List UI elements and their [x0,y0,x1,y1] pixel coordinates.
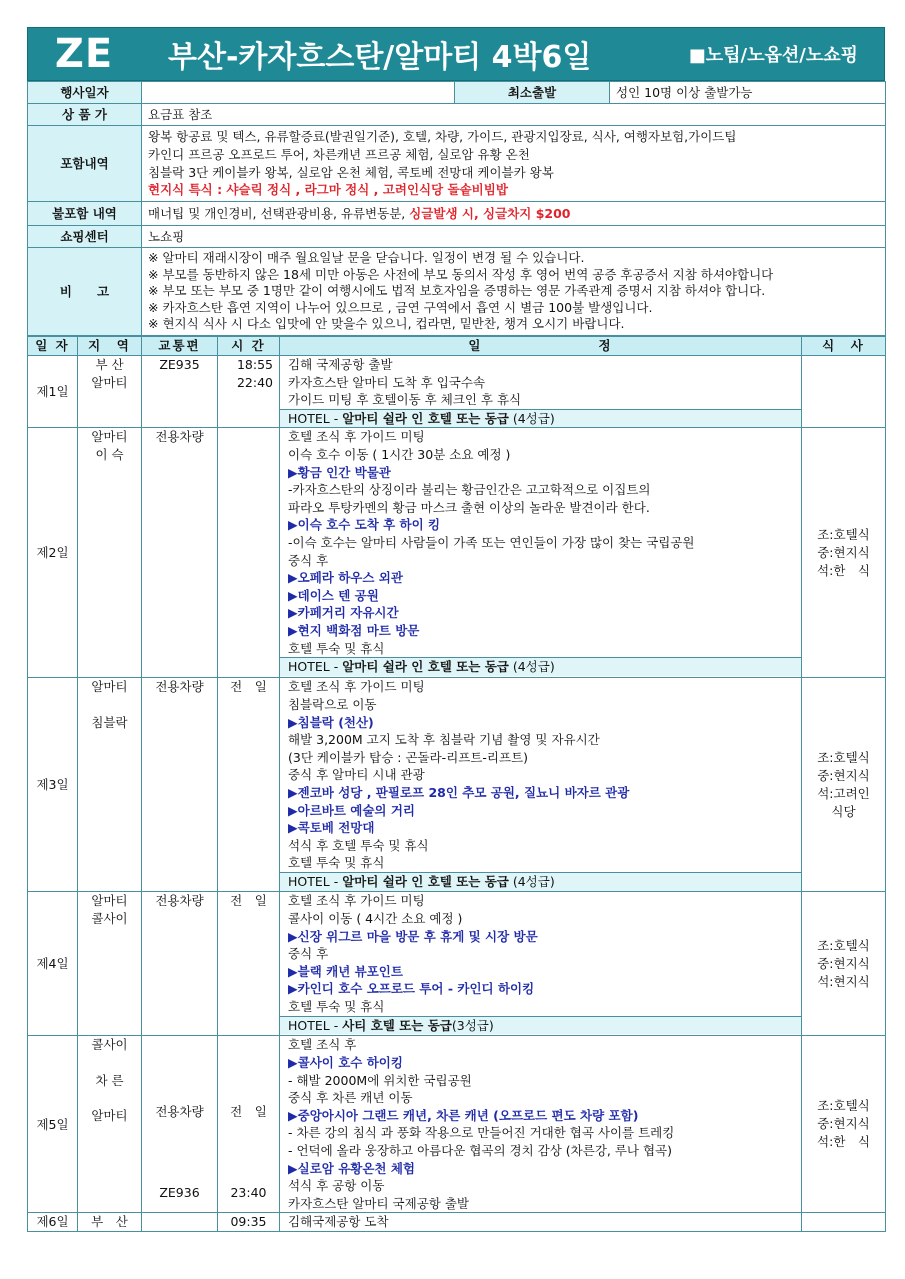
region-line: 부 산 [91,1214,128,1230]
itinerary-page [27,27,885,1232]
schedule-detail [280,356,802,428]
schedule-line: 침블락으로 이동 [288,696,377,712]
region-line: 콜사이 [91,910,128,926]
hotel-name: 알마티 쉴라 인 호텔 또는 동급 [342,410,509,426]
time-line: 전 일 [230,679,267,695]
shopping-value: 노쇼핑 [142,226,886,248]
transport [142,356,218,428]
meal [802,1036,886,1213]
hotel-prefix: HOTEL - [288,1017,343,1033]
date-label: 행사일자 [28,82,142,104]
meal-line: 중:현지식 [817,955,870,971]
schedule-line: 카자흐스탄 알마티 국제공항 출발 [288,1195,469,1211]
attraction: ▶실로암 유황온천 체험 [288,1160,415,1176]
schedule-line: - 해발 2000M에 위치한 국립공원 [288,1072,472,1088]
schedule-detail [280,678,802,892]
meal-line: 조:호텔식 [817,1098,870,1114]
time [218,892,280,1036]
col-time: 시 간 [218,337,280,356]
day-label: 제5일 [28,1036,78,1213]
time [218,1036,280,1213]
hotel-grade: (4성급) [508,659,555,675]
schedule-row [28,356,886,428]
region-line: 알마티 [91,1107,128,1123]
excluded-value [142,202,886,226]
transport-line: 전용차량 [155,893,204,909]
included-line: 침블락 3단 케이블카 왕복, 실로암 온천 체험, 콕토베 전망대 케이블카 왕복 [148,164,554,180]
meal-line: 식당 [831,803,856,819]
transport-line: 전용차량 [155,429,204,445]
attraction: ▶콜사이 호수 하이킹 [288,1054,403,1070]
day-label: 제2일 [28,428,78,678]
price-value: 요금표 참조 [142,104,886,126]
col-transport: 교통편 [142,337,218,356]
airline-logo: ZE [54,31,114,77]
included-list [142,126,886,202]
region-line: 알마티 [91,679,128,695]
meal-line: 중:현지식 [817,767,870,783]
time [218,1213,280,1232]
transport [142,1213,218,1232]
schedule-line: 호텔 투숙 및 휴식 [288,855,385,871]
meal-line: 조:호텔식 [817,526,870,542]
time-line: 전 일 [230,893,267,909]
attraction: ▶침블락 (천산) [288,714,374,730]
schedule-line: 파라오 투탕카멘의 황금 마스크 출현 이상의 놀라운 발견이라 한다. [288,499,650,515]
schedule-table [27,336,886,1232]
schedule-line: -카자흐스탄의 상징이라 불리는 황금인간은 고고학적으로 이집트의 [288,482,651,498]
region-line: 부 산 [95,357,124,372]
day-label: 제4일 [28,892,78,1036]
region [78,892,142,1036]
day-label: 제1일 [28,356,78,428]
transport [142,428,218,678]
region-line: 알마티 [91,429,128,445]
page-title: 부산-카자흐스탄/알마티 4박6일 [168,40,592,75]
region-line: 침블락 [91,714,128,730]
time [218,428,280,678]
region-line: 알마티 [91,374,128,390]
day-label: 제6일 [28,1213,78,1232]
excluded-label: 불포함 내역 [28,202,142,226]
schedule-line: 카자흐스탄 알마티 도착 후 입국수속 [288,374,486,390]
col-schedule: 일 정 [280,337,802,356]
schedule-line: 콜사이 이동 ( 4시간 소요 예정 ) [288,910,463,926]
meal [802,678,886,892]
note-line: ※ 카자흐스탄 흡연 지역이 나누어 있으므로 , 금연 구역에서 흡연 시 별금 100불 발생입니다. [148,299,653,315]
note-line: ※ 알마티 재래시장이 매주 월요일날 문을 닫습니다. 일정이 변경 될 수 있습니다. [148,250,585,266]
region [78,1213,142,1232]
schedule-line: -이슥 호수는 알마티 사람들이 가족 또는 연인들이 가장 많이 찾는 국립공원 [288,534,695,550]
attraction: ▶아르바트 예술의 거리 [288,802,415,818]
region [78,1036,142,1213]
col-day: 일 자 [28,337,78,356]
region-line [84,1054,135,1072]
attraction: ▶블랙 캐년 뷰포인트 [288,963,403,979]
transport-line: ZE936 [159,1185,200,1201]
attraction: ▶중앙아시아 그랜드 캐년, 차른 캐년 (오프로드 편도 차량 포함) [288,1107,639,1123]
time-line: 18:55 [236,357,273,372]
schedule-detail [280,1213,802,1232]
tour-tags: ■노팁/노옵션/노쇼핑 [688,45,858,66]
hotel-name: 사티 호텔 또는 동급 [342,1017,452,1033]
schedule-line: 호텔 조식 후 가이드 미팅 [288,893,425,909]
meal-line: 조:호텔식 [817,749,870,765]
attraction: ▶콕토베 전망대 [288,820,375,836]
meal-line: 석:고려인 [817,785,870,801]
included-line: 왕복 항공료 및 텍스, 유류할증료(발권일기준), 호텔, 차량, 가이드, 관광지입장료, 식사, 여행자보험,가이드팁 [148,129,737,145]
hotel-grade: (3성급) [451,1017,494,1033]
included-line: 카인디 프르공 오프로드 투어, 차른캐년 프르공 체험, 실로암 유황 온천 [148,146,530,162]
excluded-text: 매너팁 및 개인경비, 선택관광비용, 유류변동분, [148,205,406,221]
attraction: ▶카인디 호수 오프로드 투어 - 카인디 하이킹 [288,981,535,997]
hotel-name: 알마티 쉴라 인 호텔 또는 동급 [342,873,509,889]
region [78,678,142,892]
region-line [84,696,135,714]
meal-line: 조:호텔식 [817,937,870,953]
schedule-row [28,1036,886,1213]
note-line: ※ 부모를 동반하지 않은 18세 미만 아동은 사전에 부모 동의서 작성 후 영어 번역 공증 후공증서 지참 하셔야합니다 [148,266,774,282]
meal-line: 석:한 식 [817,562,870,578]
schedule-line: 석식 후 공항 이동 [288,1178,385,1194]
attraction: ▶황금 인간 박물관 [288,464,391,480]
meal-line: 석:현지식 [817,973,870,989]
schedule-row [28,892,886,1036]
schedule-line: 해발 3,200M 고지 도착 후 침블락 기념 촬영 및 자유시간 [288,732,600,748]
region-line [84,1089,135,1107]
schedule-days [28,356,886,1232]
region [78,356,142,428]
schedule-line: 김해국제공항 도착 [288,1214,389,1230]
hotel-line [280,657,801,676]
attraction: ▶오페라 하우스 외관 [288,570,403,586]
schedule-line: 중식 후 차른 캐년 이동 [288,1090,413,1106]
schedule-line: 가이드 미팅 후 호텔이동 후 체크인 후 휴식 [288,392,522,408]
notes-label: 비 고 [28,248,142,336]
date-value [142,82,455,104]
day-label: 제3일 [28,678,78,892]
schedule-line: 김해 국제공항 출발 [288,357,393,372]
hotel-prefix: HOTEL - [288,659,343,675]
schedule-line: 호텔 조식 후 가이드 미팅 [288,679,425,695]
note-line: ※ 부모 또는 부모 중 1명만 같이 여행시에도 법적 보호자임을 증명하는 영문 가족관계 증명서 지참 하셔야 합니다. [148,283,766,299]
meal [802,1213,886,1232]
schedule-row [28,428,886,678]
attraction: ▶카페거리 자유시간 [288,605,399,621]
time-line: 전 일 [230,1103,267,1119]
attraction: ▶젠코바 성당 , 판필로프 28인 추모 공원, 질뇨니 바자르 관광 [288,784,630,800]
region-line: 이 슥 [95,446,124,462]
schedule-row [28,678,886,892]
schedule-line: 호텔 투숙 및 휴식 [288,998,385,1014]
time [218,678,280,892]
meal-line: 중:현지식 [817,1116,870,1132]
schedule-line: 석식 후 호텔 투숙 및 휴식 [288,837,429,853]
hotel-line [280,872,801,891]
transport-line: 전용차량 [155,679,204,695]
attraction: ▶현지 백화점 마트 방문 [288,622,420,638]
schedule-row [28,1213,886,1232]
region-line: 차 른 [95,1072,124,1088]
notes-list [142,248,886,336]
hotel-prefix: HOTEL - [288,873,343,889]
schedule-detail [280,1036,802,1213]
hotel-grade: (4성급) [508,410,555,426]
time-line: 09:35 [230,1214,267,1230]
attraction: ▶이슥 호수 도착 후 하이 킹 [288,517,441,533]
region-line: 알마티 [91,893,128,909]
transport-line: 전용차량 [155,1103,204,1119]
region [78,428,142,678]
schedule-line: 호텔 조식 후 가이드 미팅 [288,429,425,445]
price-label: 상 품 가 [28,104,142,126]
time-line: 22:40 [236,374,273,390]
info-table [27,81,886,336]
attraction: ▶데이스 텐 공원 [288,587,379,603]
schedule-line: 호텔 투숙 및 휴식 [288,640,385,656]
meal [802,428,886,678]
included-special-meals: 현지식 특식 : 샤슬릭 정식 , 라그마 정식 , 고려인식당 돌솥비빔밥 [148,182,508,198]
schedule-line: 이슥 호수 이동 ( 1시간 30분 소요 예정 ) [288,446,511,462]
hotel-name: 알마티 쉴라 인 호텔 또는 동급 [342,659,509,675]
schedule-line: 중식 후 알마티 시내 관광 [288,767,425,783]
meal-line: 중:현지식 [817,544,870,560]
region-line: 콜사이 [91,1037,128,1053]
min-departure-value: 성인 10명 이상 출발가능 [610,82,886,104]
transport [142,892,218,1036]
col-region: 지 역 [78,337,142,356]
schedule-line: 호텔 조식 후 [288,1037,357,1053]
hotel-prefix: HOTEL - [288,410,343,426]
single-charge: 싱글발생 시, 싱글차지 $200 [409,205,571,221]
transport [142,678,218,892]
header-bar [27,27,885,81]
meal [802,356,886,428]
schedule-line: (3단 케이블카 탑승 : 곤돌라-리프트-리프트) [288,749,529,765]
transport-line: ZE935 [159,357,200,372]
schedule-line: 중식 후 [288,946,329,962]
time [218,356,280,428]
meal-line: 석:한 식 [817,1134,870,1150]
meal [802,892,886,1036]
included-label: 포함내역 [28,126,142,202]
attraction: ▶신장 위그르 마을 방문 후 휴게 및 시장 방문 [288,928,538,944]
shopping-label: 쇼핑센터 [28,226,142,248]
hotel-grade: (4성급) [508,873,555,889]
schedule-line: - 차른 강의 침식 과 풍화 작용으로 만들어진 거대한 협곡 사이를 트레킹 [288,1125,675,1141]
transport [142,1036,218,1213]
time-line: 23:40 [230,1185,267,1201]
schedule-detail [280,892,802,1036]
note-line: ※ 현지식 식사 시 다소 입맛에 안 맞을수 있으니, 컵라면, 밑반찬, 챙겨 오시기 바랍니다. [148,316,625,332]
min-departure-label: 최소출발 [455,82,610,104]
schedule-line: 중식 후 [288,552,329,568]
col-meal: 식 사 [802,337,886,356]
schedule-detail [280,428,802,678]
hotel-line [280,1016,801,1035]
hotel-line [280,409,801,428]
schedule-line: - 언덕에 올라 웅장하고 아름다운 협곡의 경치 감상 (차른강, 루나 협곡) [288,1142,672,1158]
